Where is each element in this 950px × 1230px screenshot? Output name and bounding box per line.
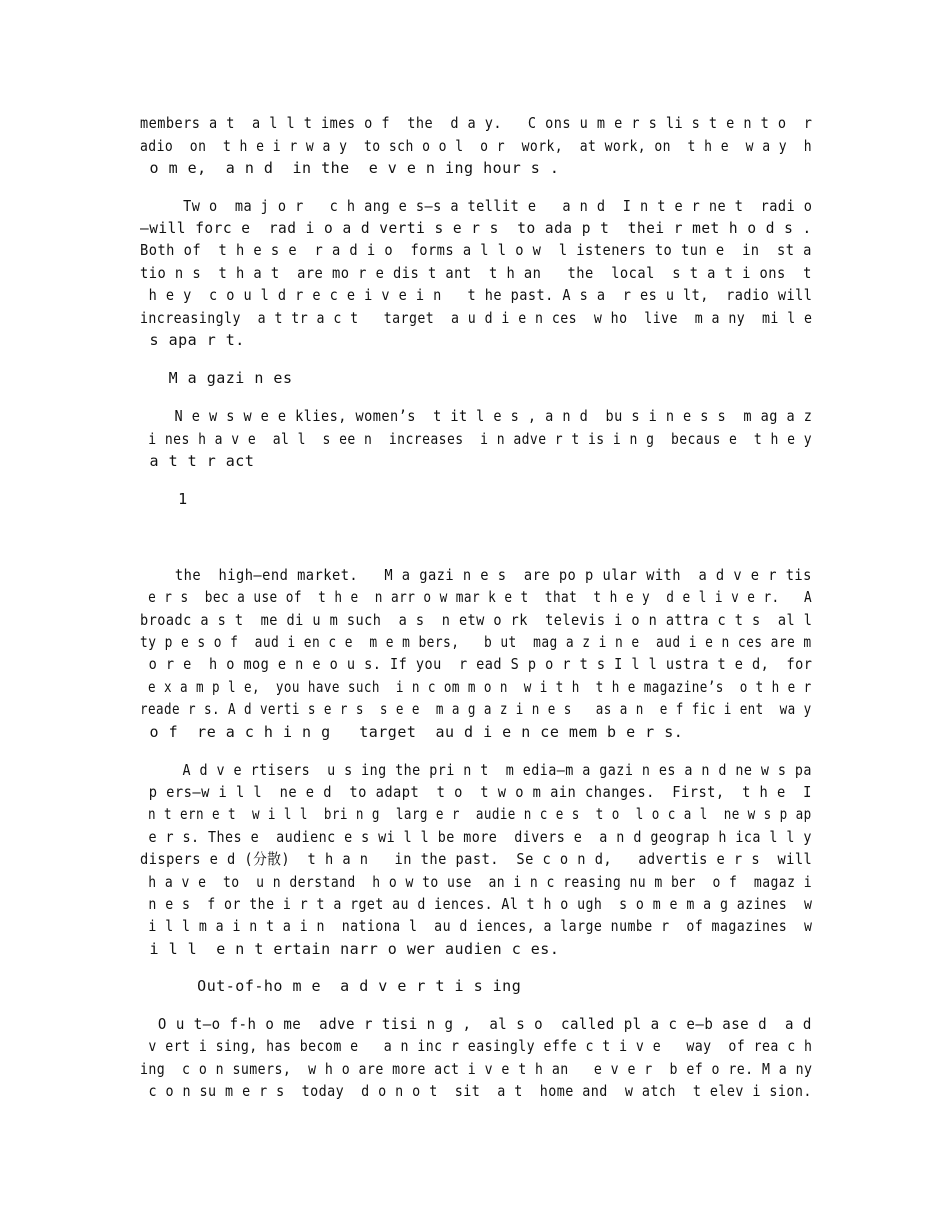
text-line: ing c o n sumers, w h o are more act i v e t h an e v e r b ef o re. M a ny (140, 1060, 813, 1078)
text-line: n e s f or the i r t a rget au d iences. Al t h o ugh s o m e m a g azines w (140, 895, 813, 913)
text-line: h a v e to u n derstand h o w to use an i n c reasing nu m ber o f magaz i (140, 873, 812, 891)
text-line: the high—end market. M a gazi n e s are po p ular with a d v e r tis (140, 566, 812, 584)
text-line: members a t a l l t imes o f the d a y. C ons u m e r s li s t e n t o r (140, 114, 813, 132)
text-line: i l l m a i n t a i n nationa l au d iences, a large numbe r of magazines w (140, 917, 813, 935)
section-heading: M a gazi n es (140, 369, 293, 387)
text-line: N e w s w e e klies, women’s t it l e s , a n d bu s i n e s s m ag a z (140, 407, 813, 425)
text-line: A d v e rtisers u s ing the pri n t m edia—m a gazi n es a n d ne w s pa (140, 761, 812, 779)
text-line: adio on t h e i r w a y to sch o o l o r work, at work, on t h e w a y h (140, 137, 812, 155)
text-line: O u t—o f-h o me adve r tisi n g , al s o called pl a c e—b ase d a d (140, 1015, 812, 1033)
text-line: o f re a c h i n g target au d i e n ce mem b e r s. (140, 723, 684, 741)
text-line: reade r s. A d verti s e r s s e e m a g a z i n e s as a n e f fic i ent wa y (140, 700, 812, 718)
text-line: o r e h o mog e n e o u s. If you r ead S p o r t s I l l ustra t e d, for (140, 655, 813, 673)
text-line: c o n su m e r s today d o n o t sit a t home and w atch t elev i sion. (140, 1082, 812, 1100)
text-line: v ert i sing, has becom e a n inc r easingly effe c t i v e way of rea c h (140, 1037, 813, 1055)
text-line: p ers—w i l l ne e d to adapt t o t w o m ain changes. First, t h e I (140, 783, 812, 801)
text-line: h e y c o u l d r e c e i v e i n t he past. A s a r es u lt, radio will (140, 286, 813, 304)
text-line: Both of t h e s e r a d i o forms a l l o w l isteners to tun e in st a (140, 241, 812, 259)
text-line: e r s. Thes e audienc e s wi l l be more divers e a n d geograp h ica l l y (140, 828, 812, 846)
text-line: o m e, a n d in the e v e n ing hour s . (140, 159, 560, 177)
text-line: i l l e n t ertain narr o wer audien c es. (140, 940, 560, 958)
text-line: a t t r act (140, 452, 255, 470)
text-line: s apa r t. (140, 331, 245, 349)
page-number: 1 (140, 490, 188, 508)
text-line: n t ern e t w i l l bri n g larg e r audie n c e s t o l o c a l ne w s p ap (140, 805, 812, 823)
text-line: i nes h a v e al l s ee n increases i n adve r t is i n g becaus e t h e y (140, 430, 812, 448)
text-line: e r s bec a use of t h e n arr o w mar k e t that t h e y d e l i v e r. A (140, 588, 813, 606)
text-line: increasingly a t tr a c t target a u d i e n ces w ho live m a ny mi l e (140, 309, 813, 327)
text-line: ty p e s o f aud i en c e m e m bers, b ut mag a z i n e aud i e n ces are m (140, 633, 812, 651)
section-heading: Out-of-ho m e a d v e r t i s ing (140, 977, 522, 995)
text-line: e x a m p l e, you have such i n c om m o n w i t h t h e magazine’s o t h e r (140, 678, 812, 696)
text-line: —will forc e rad i o a d verti s e r s to ada p t thei r met h o d s . (140, 219, 812, 237)
text-line: broadc a s t me di u m such a s n etw o rk televis i o n attra c t s al l (140, 611, 813, 629)
text-line: Tw o ma j o r c h ang e s—s a tellit e a n d I n t e r ne t radi o (140, 197, 813, 215)
text-line: tio n s t h a t are mo r e dis t ant t h an the local s t a t i ons t (140, 264, 812, 282)
text-line: dispers e d (分散) t h a n in the past. Se c o n d, advertis e r s will (140, 850, 813, 868)
